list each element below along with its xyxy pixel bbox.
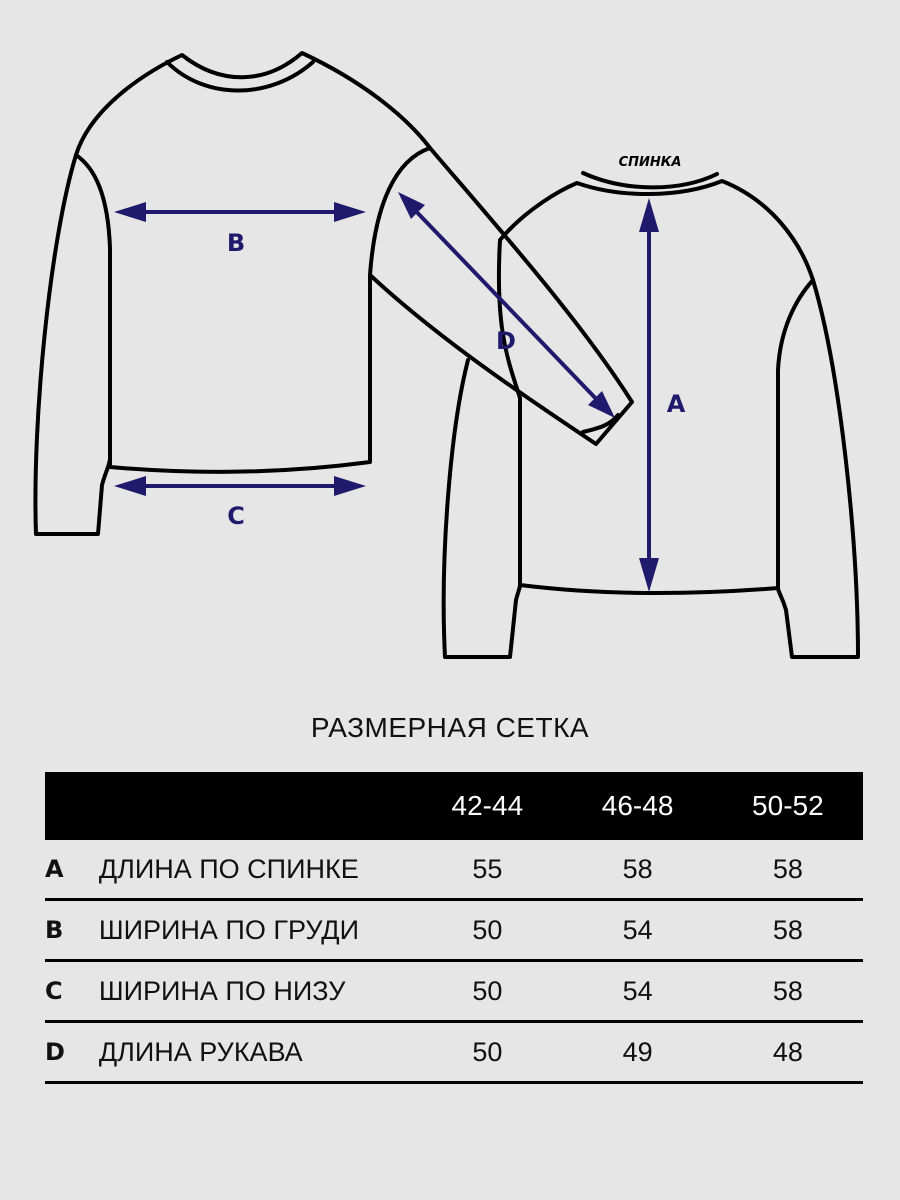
- measure-value: 48: [713, 1022, 863, 1083]
- label-b: B: [226, 229, 246, 257]
- arrow-a-head-bottom: [639, 558, 659, 592]
- measure-value: 55: [412, 840, 562, 900]
- size-header-cell: 42-44: [412, 772, 562, 840]
- back-right-sleeve: [778, 280, 858, 657]
- label-a: A: [666, 390, 686, 418]
- measure-value: 58: [713, 900, 863, 961]
- arrow-c-head-right: [334, 476, 366, 496]
- back-view-label: СПИНКА: [618, 155, 682, 170]
- front-garment: [35, 53, 632, 534]
- header-empty-cell: [99, 772, 412, 840]
- measure-value: 58: [713, 840, 863, 900]
- label-d: D: [496, 327, 516, 355]
- measure-code: D: [45, 1022, 99, 1083]
- measure-value: 54: [562, 961, 712, 1022]
- measure-code: C: [45, 961, 99, 1022]
- measure-value: 49: [562, 1022, 712, 1083]
- arrow-a-head-top: [639, 198, 659, 232]
- front-body-outline: [76, 53, 430, 472]
- measure-value: 58: [562, 840, 712, 900]
- table-row: [45, 900, 863, 961]
- measure-value: 50: [412, 900, 562, 961]
- measure-name: ШИРИНА ПО ГРУДИ: [99, 900, 412, 961]
- measure-c: [114, 476, 366, 530]
- size-header-cell: 50-52: [713, 772, 863, 840]
- back-left-sleeve: [444, 360, 520, 657]
- label-c: C: [227, 502, 245, 530]
- measure-code: A: [45, 840, 99, 900]
- header-empty-cell: [45, 772, 99, 840]
- measure-value: 50: [412, 1022, 562, 1083]
- arrow-b-head-right: [334, 202, 366, 222]
- measure-a: [639, 198, 686, 592]
- size-chart-title: РАЗМЕРНАЯ СЕТКА: [310, 712, 590, 743]
- size-header-cell: 46-48: [562, 772, 712, 840]
- table-row: [45, 1022, 863, 1083]
- arrow-c-head-left: [114, 476, 146, 496]
- size-chart-table: [45, 772, 863, 1084]
- arrow-b-head-left: [114, 202, 146, 222]
- table-row: [45, 961, 863, 1022]
- measure-name: ШИРИНА ПО НИЗУ: [99, 961, 412, 1022]
- front-left-sleeve: [35, 155, 110, 534]
- measure-value: 54: [562, 900, 712, 961]
- size-header-row: [45, 772, 863, 840]
- measure-value: 50: [412, 961, 562, 1022]
- table-row: [45, 840, 863, 900]
- measure-value: 58: [713, 961, 863, 1022]
- measure-b: [114, 202, 366, 257]
- measure-name: ДЛИНА ПО СПИНКЕ: [99, 840, 412, 900]
- measure-name: ДЛИНА РУКАВА: [99, 1022, 412, 1083]
- back-body-outline: [499, 181, 813, 593]
- measure-code: B: [45, 900, 99, 961]
- back-collar: [583, 173, 717, 187]
